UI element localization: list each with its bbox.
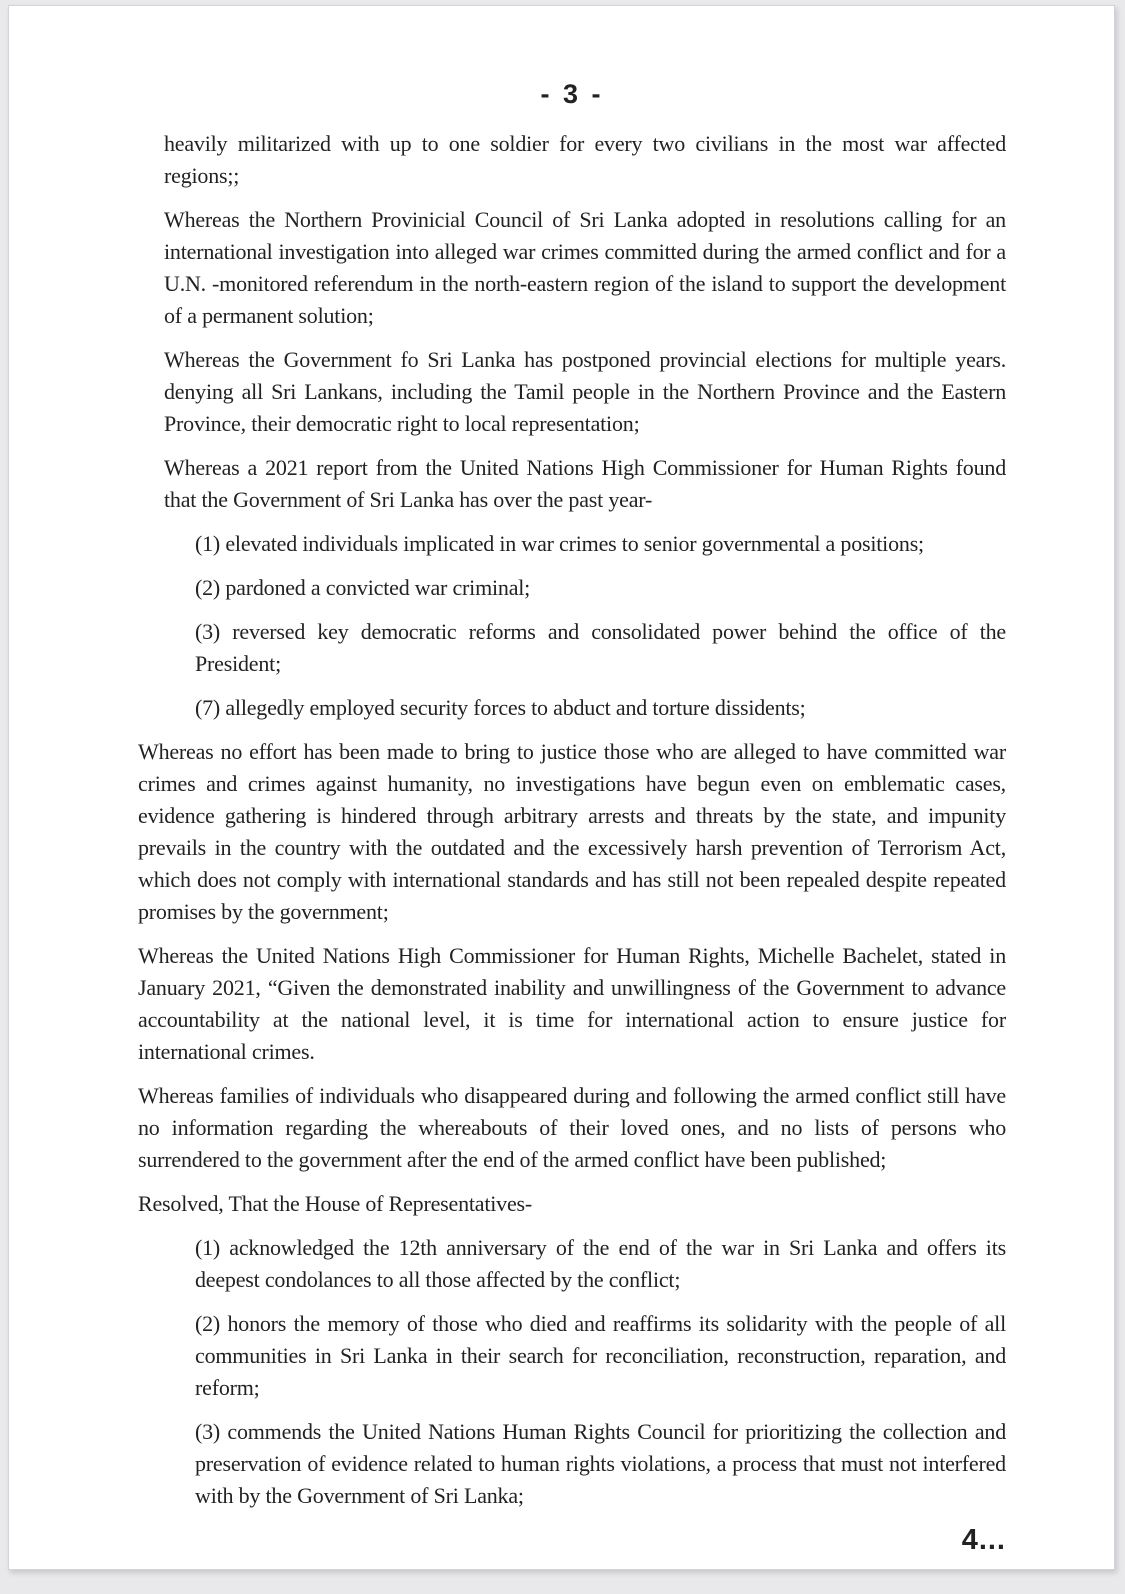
paragraph-whereas-no-effort-justice: Whereas no effort has been made to bring to justice those who are alleged to have committed war crimes and crimes against humanity, no investigations have begun even on emblematic cases, evidence gathering is hindered through arbitrary arrests and threats by the state, and impunity prevails in the country with the outdated and the excessively harsh prevention of Terrorism Act, which does not comply with international standards and has still not been repealed despite repeated promises by the government; — [138, 739, 1006, 924]
page-number-header: - 3 - — [540, 79, 604, 109]
resolved-clause-2-honors-memory: (2) honors the memory of those who died and reaffirms its solidarity with the people of all communities in Sri Lanka in their search for reconciliation, reconstruction, reparation, and reform; — [195, 1311, 1006, 1400]
paragraph-whereas-northern-provincial-council: Whereas the Northern Provinicial Council of Sri Lanka adopted in resolutions calling for an international investigation into alleged war crimes committed during the armed conflict and for a U.N. -monitored referendum in the north-eastern region of the island to support the development of a permanent solution; — [164, 207, 1006, 328]
resolved-clause-1-acknowledged-anniversary: (1) acknowledged the 12th anniversary of the end of the war in Sri Lanka and offers its deepest condolances to all those affected by the conflict; — [195, 1235, 1006, 1292]
paragraph-whereas-government-postponed-elections: Whereas the Government fo Sri Lanka has postponed provincial elections for multiple years. denying all Sri Lankans, including the Tamil people in the Northern Province and the Eastern Province, their democratic right to local representation; — [164, 347, 1006, 436]
paragraph-whereas-michelle-bachelet: Whereas the United Nations High Commissioner for Human Rights, Michelle Bachelet, stated in January 2021, “Given the demonstrated inability and unwillingness of the Government to advance accountability at the national level, it is time for international action to ensure justice for international crimes. — [138, 943, 1006, 1064]
clause-2-pardoned-war-criminal: (2) pardoned a convicted war criminal; — [195, 575, 531, 600]
clause-3-reversed-reforms: (3) reversed key democratic reforms and consolidated power behind the office of the President; — [195, 619, 1006, 676]
clause-7-security-forces: (7) allegedly employed security forces to abduct and torture dissidents; — [195, 695, 806, 720]
clause-1-elevated-individuals: (1) elevated individuals implicated in war crimes to senior governmental a positions; — [195, 531, 924, 556]
paragraph-resolved-house-of-representatives: Resolved, That the House of Representatives- — [138, 1191, 533, 1216]
resolved-clause-3-commends-unhrc: (3) commends the United Nations Human Rights Council for prioritizing the collection and preservation of evidence related to human rights violations, a process that must not interfered with by the Government of Sri Lanka; — [195, 1419, 1006, 1508]
paragraph-whereas-2021-report: Whereas a 2021 report from the United Nations High Commissioner for Human Rights found that the Government of Sri Lanka has over the past year- — [164, 455, 1006, 512]
continuation-marker: 4... — [961, 1524, 1006, 1556]
paragraph-whereas-families-disappeared: Whereas families of individuals who disappeared during and following the armed conflict still have no information regarding the whereabouts of their loved ones, and no lists of persons who surrendered to the government after the end of the armed conflict have been published; — [138, 1083, 1006, 1172]
document-page — [8, 5, 1115, 1570]
paragraph-heavily-militarized: heavily militarized with up to one soldier for every two civilians in the most war affected regions;; — [164, 131, 1006, 188]
